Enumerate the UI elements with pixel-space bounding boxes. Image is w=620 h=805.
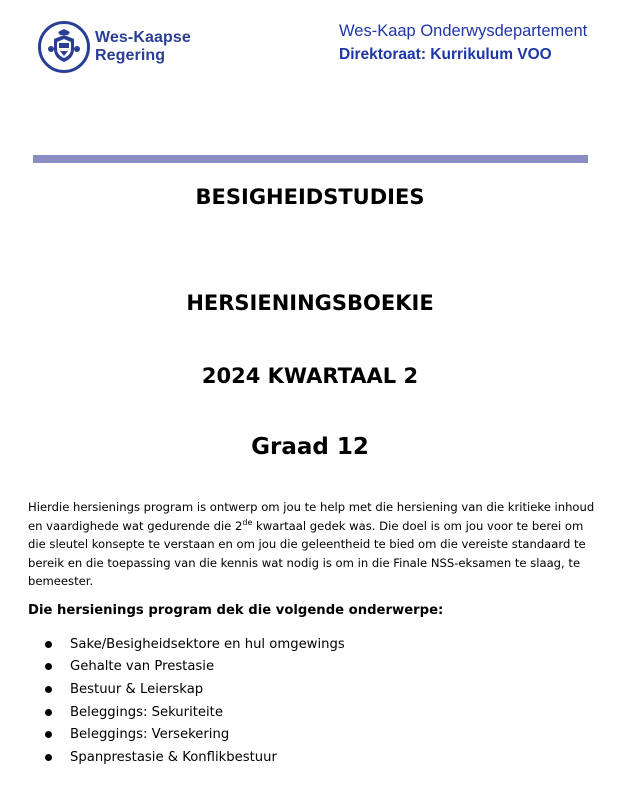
topics-list (45, 633, 345, 769)
coat-of-arms-icon (38, 21, 90, 73)
subject-title: BESIGHEIDSTUDIES (195, 185, 425, 209)
list-item (45, 701, 345, 724)
bullet-icon (45, 663, 52, 670)
topics-heading: Die hersienings program dek die volgende onderwerpe: (28, 603, 444, 618)
bullet-icon (45, 709, 52, 716)
topic-label: Bestuur & Leierskap (70, 681, 204, 697)
intro-text-part-1: Hierdie hersienings program is ontwerp om jou te help met die hersiening van die kritieke inhoud en vaardighede wat gedurende die 2 (28, 500, 595, 533)
topic-label: Spanprestasie & Konflikbestuur (70, 749, 277, 765)
intro-text-part-2: kwartaal gedek was. Die doel is om jou voor te berei om die sleutel konsepte te verstaan en om jou die geleentheid te bied om die vereiste standaard te bereik en die toepassing van die kennis wat nodig is om in die Finale NSS-eksamen te slaag, te bemeester. (28, 518, 586, 588)
topic-label: Beleggings: Versekering (70, 727, 230, 743)
intro-paragraph (28, 498, 598, 591)
grade-title: Graad 12 (251, 434, 369, 460)
topic-label: Sake/Besigheidsektore en hul omgewings (70, 636, 345, 652)
department-heading (339, 20, 587, 66)
bullet-icon (45, 731, 52, 738)
list-item (45, 633, 345, 656)
intro-superscript: de (242, 517, 253, 527)
western-cape-government-logo (38, 21, 191, 73)
topic-label: Gehalte van Prestasie (70, 659, 215, 675)
bullet-icon (45, 686, 52, 693)
list-item (45, 678, 345, 701)
list-item (45, 746, 345, 769)
directorate-name: Direktoraat: Kurrikulum VOO (339, 46, 552, 63)
header-divider (33, 155, 588, 163)
list-item (45, 656, 345, 679)
logo-wordmark (95, 29, 191, 65)
logo-line-2: Regering (95, 47, 166, 64)
bullet-icon (45, 641, 52, 648)
department-name: Wes-Kaap Onderwysdepartement (339, 22, 588, 40)
term-title: 2024 KWARTAAL 2 (201, 364, 419, 388)
booklet-title: HERSIENINGSBOEKIE (186, 291, 434, 315)
logo-line-1: Wes-Kaapse (95, 29, 191, 46)
bullet-icon (45, 754, 52, 761)
list-item (45, 723, 345, 746)
topic-label: Beleggings: Sekuriteite (70, 704, 223, 720)
